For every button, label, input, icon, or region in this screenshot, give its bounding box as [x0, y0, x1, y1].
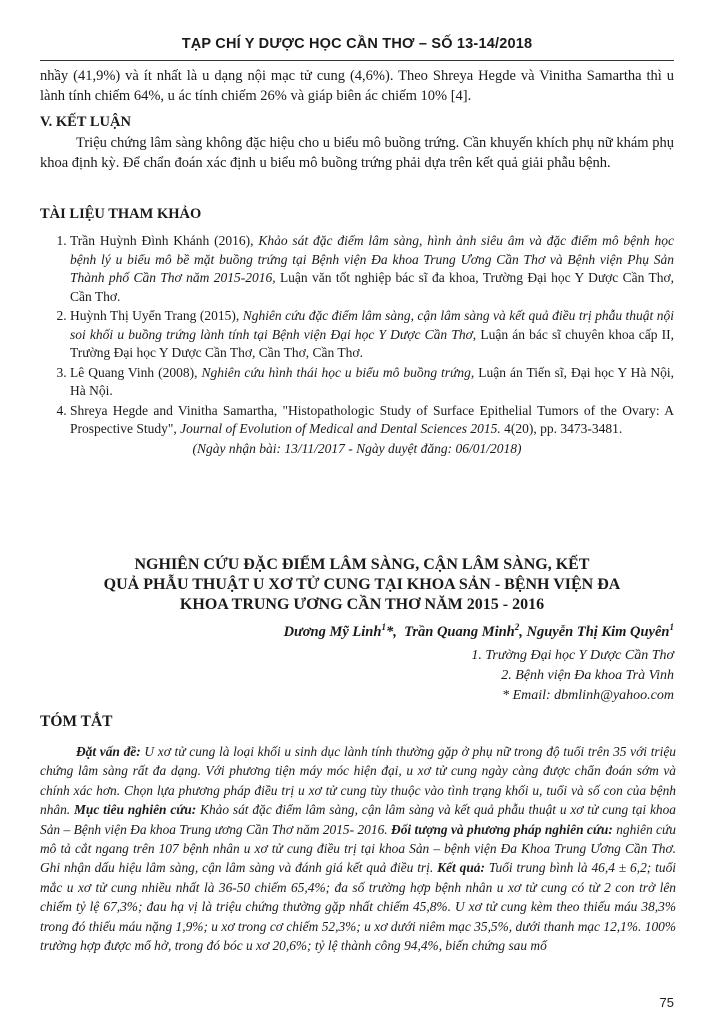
abstract-body: Khảo sát đặc điểm lâm sàng, cận lâm sàng và kết quả phẫu thuật u xơ tử cung tại khoa Sản – Bệnh viện Đa khoa Trung ương Cần Thơ năm 2015- 2016. — [40, 802, 676, 837]
reference-author: Shreya Hegde and Vinitha Samartha, "Histopathologic Study of Surface Epithelial Tumors of the Ovary: A Prospective Study", — [70, 402, 674, 436]
author-name: Dương Mỹ Linh — [283, 623, 382, 640]
conclusion-heading: V. KẾT LUẬN — [40, 114, 131, 130]
reference-title: Journal of Evolution of Medical and Dental Sciences 2015. — [180, 421, 501, 436]
author-line: Dương Mỹ Linh$^1$*, Trần Quang Minh$^2$, Nguyễn Thị Kim Quyên$^1$ — [283, 622, 674, 640]
references-heading: TÀI LIỆU THAM KHẢO — [40, 206, 202, 222]
author-affiliation-mark: 1 — [669, 622, 674, 632]
reference-item — [70, 402, 674, 439]
abstract-text — [40, 742, 676, 955]
article-title — [50, 555, 674, 615]
reference-title: Nghiên cứu đặc điểm lâm sàng, cận lâm sàng và kết quả điều trị phẫu thuật nội soi khối u buồng trứng lành tính tại Bệnh viện Đại học Y Dược Cần Thơ, — [70, 308, 674, 342]
abstract-label: Mục tiêu nghiên cứu: — [73, 802, 197, 818]
abstract-body: nghiên cứu mô tả cắt ngang trên 107 bệnh nhân u xơ tử cung điều trị tại khoa Sản – bệnh viện Đa Khoa Trung Ương Cần Thơ. Ghi nhận dấu hiệu lâm sàng, cận lâm sàng và đánh giá kết quả điều trị. — [40, 821, 676, 876]
previous-paragraph-block — [40, 66, 674, 106]
reference-rest: Luận án Tiến sĩ, Đại học Y Hà Nội, Hà Nội. — [70, 364, 675, 398]
reference-item — [70, 232, 674, 306]
article-title-line: QUẢ PHẪU THUẬT U XƠ TỬ CUNG TẠI KHOA SẢN - BỆNH VIỆN ĐA — [103, 576, 621, 593]
author-affiliation-mark: 2 — [514, 622, 520, 632]
header-rule — [40, 60, 674, 61]
affiliation: 2. Bệnh viện Đa khoa Trà Vinh — [501, 668, 674, 683]
reference-author: Trần Huỳnh Đình Khánh (2016), — [70, 233, 254, 248]
received-dates: (Ngày nhận bài: 13/11/2017 - Ngày duyệt đăng: 06/01/2018) — [192, 440, 522, 456]
conclusion-text: Triệu chứng lâm sàng không đặc hiệu cho u biểu mô buồng trứng. Cần khuyến khích phụ nữ khám phụ khoa định kỳ. Để chẩn đoán xác định u biểu mô buồng trứng phải dựa trên kết quả giải phẫu bệnh. — [40, 135, 674, 171]
abstract-heading: TÓM TẮT — [40, 713, 113, 730]
abstract-label: Kết quả: — [437, 860, 485, 876]
reference-item — [70, 364, 674, 401]
article-title-line: KHOA TRUNG ƯƠNG CẦN THƠ NĂM 2015 - 2016 — [179, 596, 545, 613]
page-number: 75 — [659, 995, 674, 1010]
affiliation: 1. Trường Đại học Y Dược Cần Thơ — [471, 648, 674, 663]
reference-title: Khảo sát đặc điểm lâm sàng, hình ảnh siêu âm và đặc điểm mô bệnh học bệnh lý u biểu mô bề mặt buồng trứng tại Bệnh viện Đa khoa Trung Ương Cần Thơ và Bệnh viện Phụ Sản Thành phố Cần Thơ năm 2015-2016, — [70, 233, 675, 285]
reference-list — [40, 232, 674, 439]
contact-email: * Email: dbmlinh@yahoo.com — [502, 688, 674, 703]
abstract-label: Đặt vấn đề: — [76, 744, 141, 759]
abstract-body: Tuổi trung bình là 46,4 ± 6,2; tuổi mắc u xơ tử cung nhiều nhất là 36-50 chiếm 65,4%; đa số trường hợp bệnh nhân u xơ tử cung có từ 2 con trở lên chiếm tỷ lệ 67,3%; đau hạ vị là triệu chứng thường gặp nhất chiếm 45,8%. U xơ tử cung kèm theo thiếu máu 38,3% trong đó thiếu máu nặng 1,9%; u xơ trong cơ chiếm 52,3%; u xơ dưới niêm mạc 35,5%, dưới thanh mạc 12,1%. 100% trường hợp được mổ hở, trong đó bóc u xơ 20,6%; tỷ lệ thành công 94,4%, biến chứng sau mổ — [40, 860, 676, 954]
article-title-line: NGHIÊN CỨU ĐẶC ĐIỂM LÂM SÀNG, CẬN LÂM SÀNG, KẾT — [134, 556, 590, 573]
reference-author: Lê Quang Vinh (2008), — [70, 364, 198, 380]
author-name: Trần Quang Minh — [404, 623, 515, 640]
conclusion-section — [40, 114, 674, 173]
abstract-label: Đối tượng và phương pháp nghiên cứu: — [391, 821, 613, 837]
reference-rest: 4(20), pp. 3473-3481. — [504, 421, 623, 436]
reference-author: Huỳnh Thị Uyển Trang (2015), — [70, 308, 240, 323]
corresponding-mark: * — [385, 623, 394, 640]
references-section — [40, 206, 674, 457]
reference-rest: Luận văn tốt nghiệp bác sĩ đa khoa, Trường Đại học Y Dược Cần Thơ, Cần Thơ. — [70, 270, 675, 304]
previous-paragraph: nhầy (41,9%) và ít nhất là u dạng nội mạc tử cung (4,6%). Theo Shreya Hegde và Vinitha Samartha thì u lành tính chiếm 64%, u ác tính chiếm 26% và giáp biên ác chiếm 10% [4]. — [40, 68, 674, 104]
reference-rest: Luận án bác sĩ chuyên khoa cấp II, Trường Đại học Y Dược Cần Thơ, Cần Thơ, Cần Thơ. — [70, 326, 675, 360]
running-header: TẠP CHÍ Y DƯỢC HỌC CẦN THƠ – SỐ 13-14/2018 — [181, 36, 533, 52]
reference-item — [70, 307, 674, 363]
author-name: Nguyễn Thị Kim Quyên — [526, 623, 670, 640]
author-affiliation-mark: 1 — [381, 622, 386, 632]
abstract-body: U xơ tử cung là loại khối u sinh dục lành tính thường gặp ở phụ nữ trong độ tuổi trên 35 với triệu chứng lâm sàng rất đa dạng. Với phương tiện máy móc hiện đại, u xơ tử cung ngày càng được chẩn đoán sớm và chính xác hơn. Chọn lựa phương pháp điều trị u xơ tử cung tùy thuộc vào tình trạng khối u, tuổi và số con của bệnh nhân. — [40, 744, 676, 818]
reference-title: Nghiên cứu hình thái học u biểu mô buồng trứng, — [201, 364, 475, 380]
